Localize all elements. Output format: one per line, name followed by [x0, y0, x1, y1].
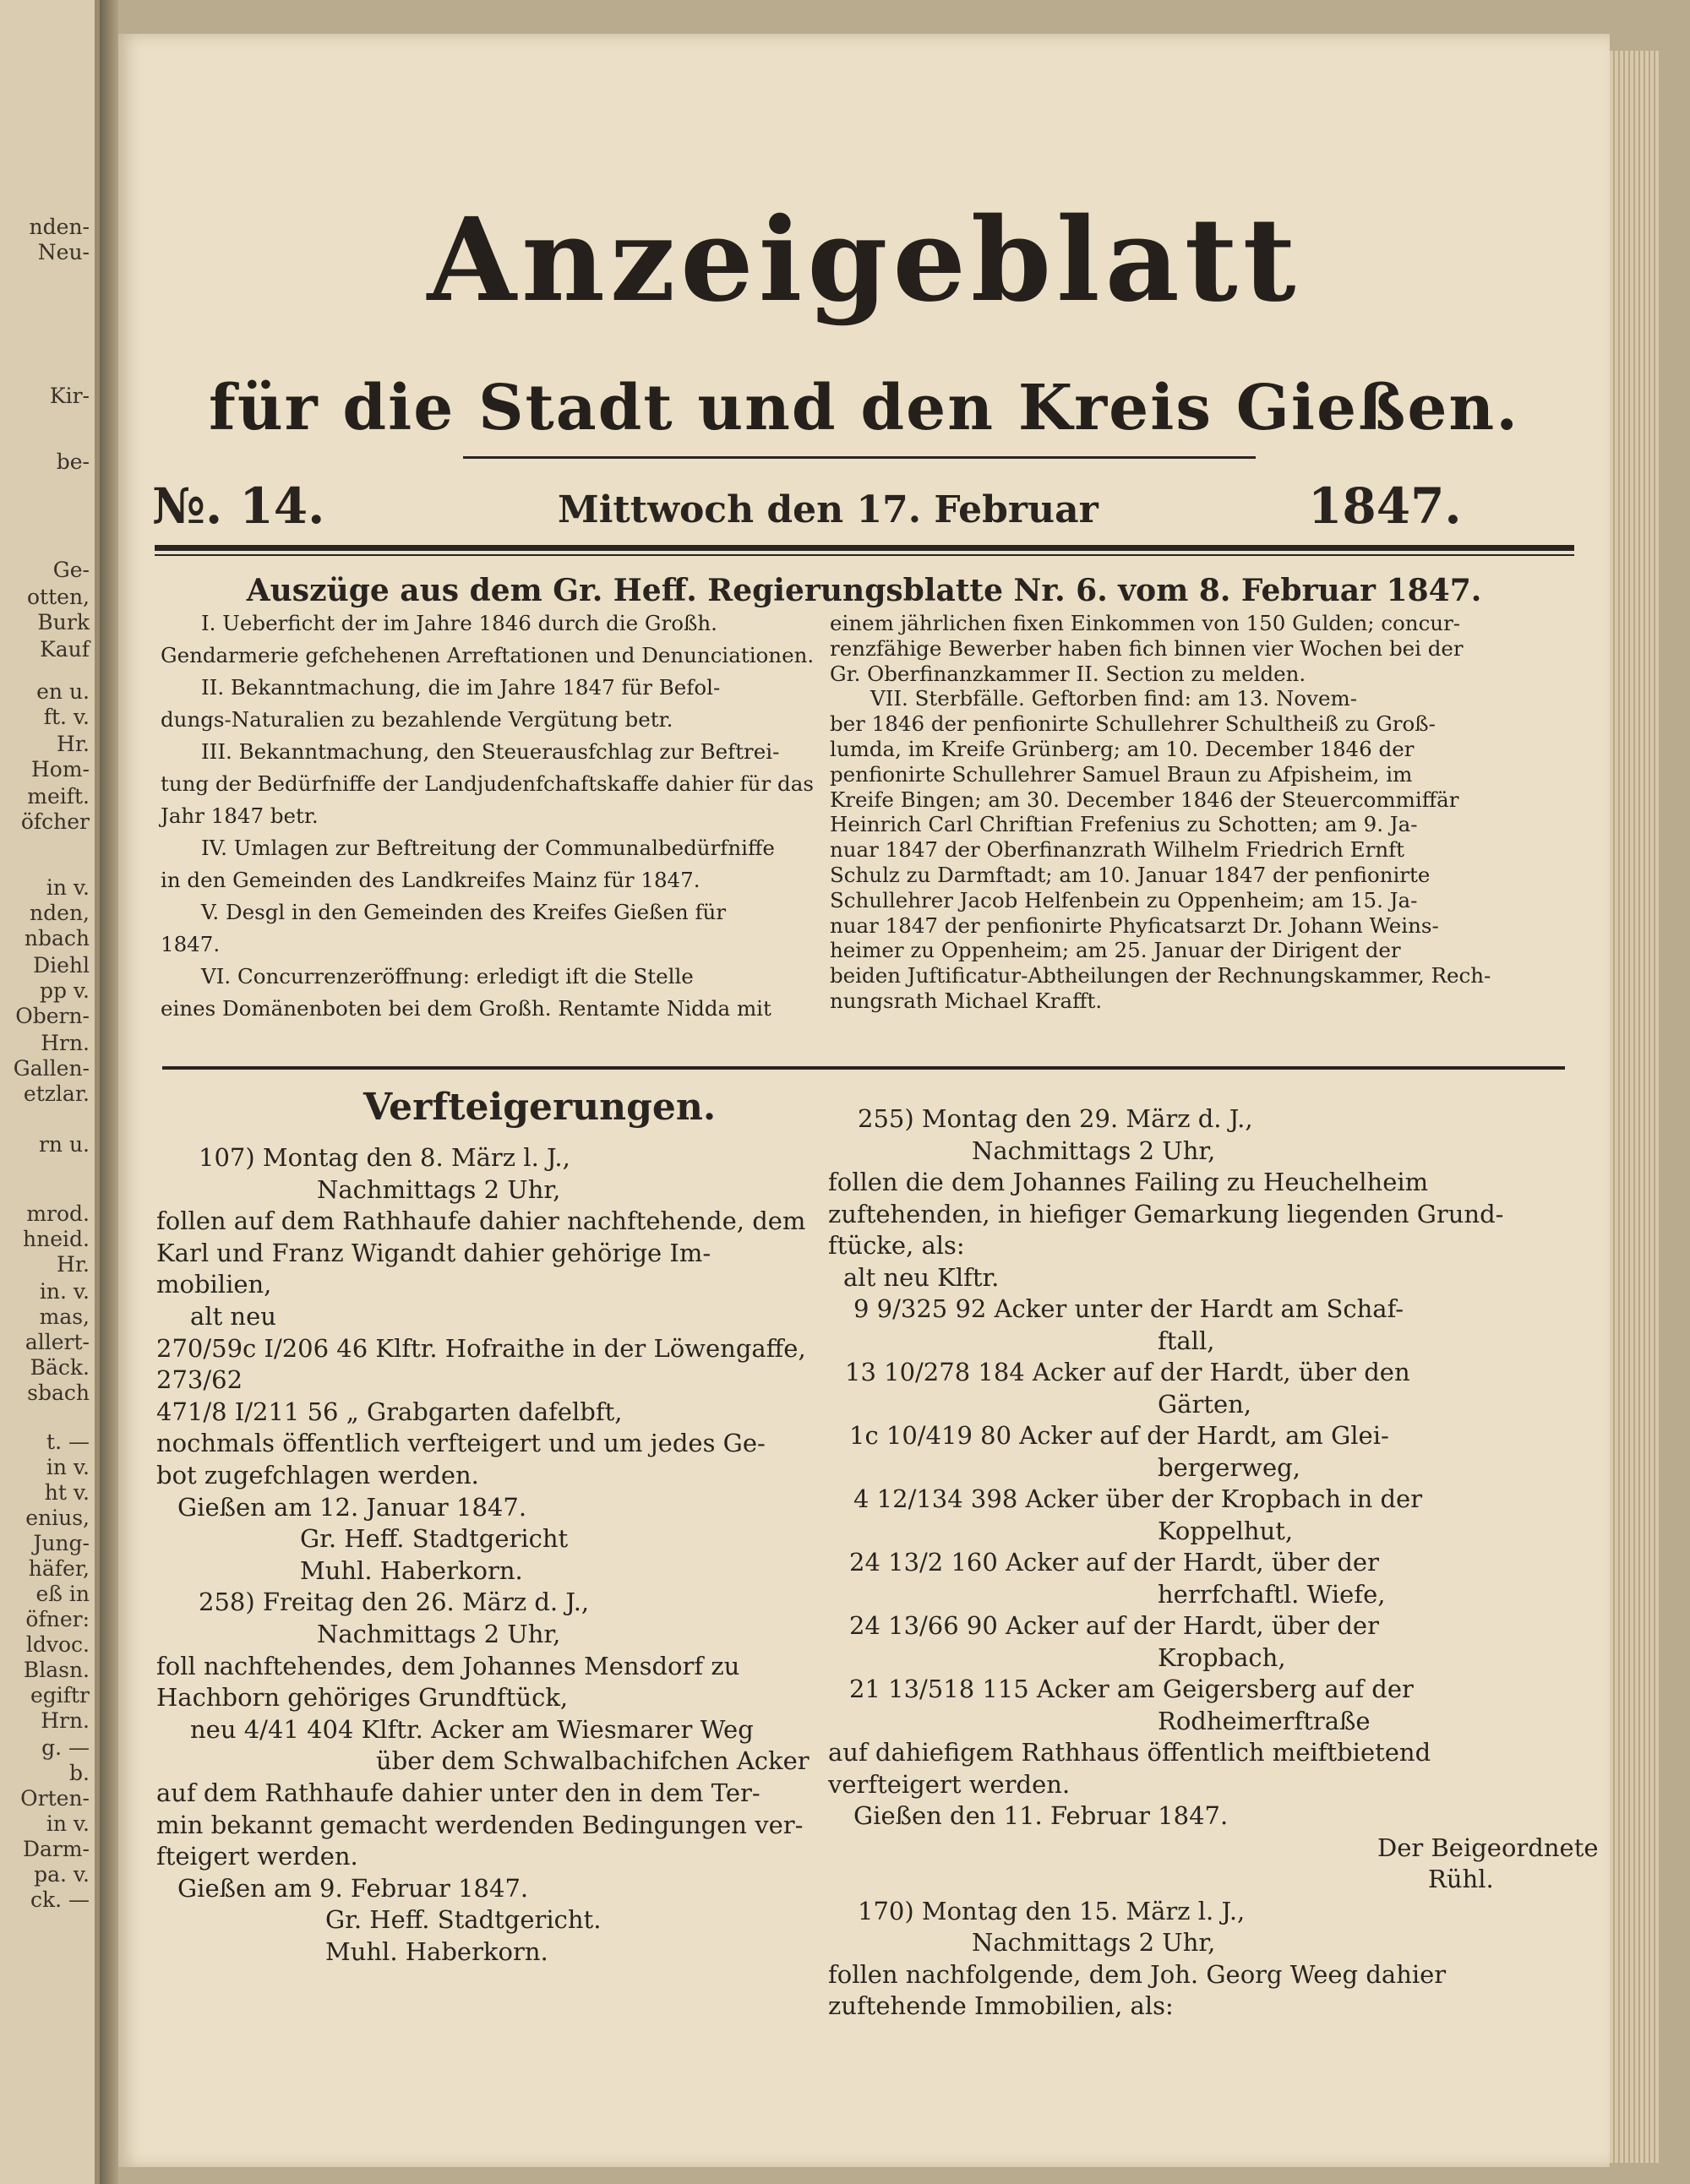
adjacent-page-fragment: nden- — [29, 215, 90, 239]
auction-line: ftall, — [1158, 1326, 1215, 1355]
auction-line: 21 13/518 115 Acker am Geigersberg auf der — [849, 1675, 1414, 1703]
section-rule — [162, 1066, 1565, 1070]
masthead-double-rule-thin — [155, 554, 1574, 556]
adjacent-page-fragment: egiftr — [30, 1683, 90, 1707]
adjacent-page-fragment: Jung- — [33, 1531, 90, 1555]
issue-number: №. 14. — [152, 477, 325, 535]
adjacent-page-fragment: rn u. — [38, 1132, 90, 1157]
adjacent-page-fragment: otten, — [27, 585, 90, 609]
adjacent-page-fragment: nden, — [30, 901, 90, 925]
auction-line: follen nachfolgende, dem Joh. Georg Weeg dahier — [828, 1959, 1447, 1989]
auctions-heading: Verfteigerungen. — [363, 1086, 717, 1129]
adjacent-page-fragment: Hrn. — [41, 1708, 90, 1733]
auction-line: follen auf dem Rathhaufe dahier nachftehende, dem — [156, 1206, 806, 1236]
extract-line: VII. Sterbfälle. Geftorben find: am 13. Novem- — [870, 686, 1358, 711]
extract-line: I. Ueberficht der im Jahre 1846 durch die Großh. — [201, 611, 717, 635]
adjacent-page-fragment: allert- — [25, 1330, 90, 1354]
adjacent-page-fragment: ldvoc. — [25, 1632, 90, 1657]
adjacent-page-fragment: Blasn. — [23, 1658, 90, 1682]
auction-line: verfteigert werden. — [828, 1769, 1071, 1799]
adjacent-page-fragment: Kir- — [49, 384, 90, 408]
masthead-rule — [463, 456, 1256, 459]
extract-line: einem jährlichen fixen Einkommen von 150 Gulden; concur- — [830, 611, 1461, 635]
adjacent-page-fragment: Ge- — [52, 558, 90, 582]
adjacent-page-fragment: ht v. — [44, 1480, 90, 1505]
auction-line: nochmals öffentlich verfteigert und um jedes Ge- — [156, 1429, 766, 1458]
extract-line: 1847. — [161, 932, 221, 956]
auction-line: über dem Schwalbachifchen Acker — [376, 1746, 810, 1776]
auction-line: alt neu — [190, 1302, 276, 1331]
adjacent-page-fragment: Orten- — [20, 1786, 90, 1811]
extract-line: Jahr 1847 betr. — [161, 803, 319, 828]
extract-line: nungsrath Michael Krafft. — [830, 989, 1103, 1013]
auction-line: auf dem Rathhaufe dahier unter den in dem Ter- — [156, 1778, 760, 1807]
extract-line: Gr. Oberfinanzkammer II. Section zu melden. — [830, 661, 1306, 686]
adjacent-page-fragment: in v. — [46, 1811, 90, 1836]
auction-line: 270/59c I/206 46 Klftr. Hofraithe in der Löwengaffe, — [156, 1333, 806, 1363]
extract-line: V. Desgl in den Gemeinden des Kreifes Gießen für — [201, 900, 727, 924]
extract-line: tung der Bedürfniffe der Landjudenfchaftskaffe dahier für das — [161, 771, 814, 796]
auction-line: herrfchaftl. Wiefe, — [1158, 1579, 1386, 1609]
auction-line: Nachmittags 2 Uhr, — [317, 1174, 561, 1204]
adjacent-page-fragment: pp v. — [39, 978, 90, 1003]
extract-line: Kreife Bingen; am 30. December 1846 der Steuercommiffär — [830, 787, 1459, 812]
auction-line: 24 13/2 160 Acker auf der Hardt, über der — [849, 1548, 1379, 1577]
extract-line: VI. Concurrenzeröffnung: erledigt ift die Stelle — [201, 964, 694, 989]
auction-line: Nachmittags 2 Uhr, — [972, 1136, 1216, 1165]
adjacent-page-fragment: be- — [56, 449, 90, 474]
adjacent-page-fragment: mrod. — [26, 1201, 90, 1226]
auction-line: Hachborn gehöriges Grundftück, — [156, 1683, 569, 1713]
auction-line: foll nachftehendes, dem Johannes Mensdorf zu — [156, 1651, 740, 1680]
extract-line: dungs-Naturalien zu bezahlende Vergütung betr. — [161, 707, 673, 732]
auction-line: 170) Montag den 15. März l. J., — [858, 1896, 1246, 1925]
adjacent-page-fragment: Diehl — [33, 953, 90, 978]
auction-line: Nachmittags 2 Uhr, — [972, 1928, 1216, 1957]
adjacent-page-fragment: pa. v. — [34, 1862, 90, 1887]
extract-line: Schulz zu Darmftadt; am 10. Januar 1847 der penfionirte — [830, 863, 1431, 887]
auction-line: zuftehende Immobilien, als: — [828, 1991, 1174, 2020]
adjacent-page-fragment: Hr. — [57, 732, 90, 756]
extract-line: lumda, im Kreife Grünberg; am 10. December 1846 der — [830, 737, 1415, 761]
extract-line: heimer zu Oppenheim; am 25. Januar der Dirigent der — [830, 938, 1401, 963]
adjacent-page-fragment: Obern- — [15, 1004, 90, 1028]
auction-line: Kropbach, — [1158, 1642, 1286, 1672]
auction-line: Koppelhut, — [1158, 1516, 1294, 1545]
auction-line: alt neu Klftr. — [843, 1262, 1000, 1292]
auction-line: follen die dem Johannes Failing zu Heuchelheim — [828, 1168, 1429, 1196]
auction-line: mobilien, — [156, 1270, 272, 1299]
adjacent-page-fragment: nbach — [24, 926, 90, 950]
adjacent-page-fragment: öfcher — [20, 809, 90, 834]
auction-line: 258) Freitag den 26. März d. J., — [199, 1588, 590, 1617]
adjacent-page-fragment: in v. — [46, 875, 90, 900]
adjacent-page-fragment: hneid. — [23, 1227, 90, 1251]
extracts-heading: Auszüge aus dem Gr. Heff. Regierungsblatte Nr. 6. vom 8. Februar 1847. — [246, 573, 1482, 608]
adjacent-page-fragment: Hrn. — [41, 1031, 90, 1055]
auction-line: zuftehenden, in hiefiger Gemarkung liegenden Grund- — [828, 1199, 1504, 1228]
auction-line: Gärten, — [1158, 1389, 1252, 1419]
extract-line: nuar 1847 der penfionirte Phyficatsarzt Dr. Johann Weins- — [830, 912, 1439, 938]
auction-line: bot zugefchlagen werden. — [156, 1461, 479, 1490]
auction-line: Gießen am 12. Januar 1847. — [177, 1492, 527, 1522]
auction-line: Rodheimerftraße — [1158, 1706, 1371, 1735]
masthead-title: Anzeigeblatt — [427, 193, 1301, 328]
adjacent-page-fragment: en u. — [36, 679, 90, 704]
adjacent-page-fragment: ft. v. — [43, 705, 90, 729]
adjacent-page-fragment: Burk — [37, 610, 90, 635]
auction-line: Karl und Franz Wigandt dahier gehörige Im- — [156, 1238, 711, 1267]
extract-line: Gendarmerie gefchehenen Arreftationen und Denunciationen. — [161, 643, 815, 667]
auction-line: 9 9/325 92 Acker unter der Hardt am Schaf- — [853, 1294, 1404, 1323]
extract-line: II. Bekanntmachung, die im Jahre 1847 für Befol- — [201, 675, 721, 700]
auction-line: auf dahiefigem Rathhaus öffentlich meiftbietend — [828, 1738, 1431, 1767]
auction-line: fteigert werden. — [156, 1842, 358, 1871]
extract-line: Heinrich Carl Chriftian Frefenius zu Schotten; am 9. Ja- — [830, 812, 1418, 837]
extract-line: penfionirte Schullehrer Samuel Braun zu Afpisheim, im — [830, 761, 1413, 787]
adjacent-page-fragment: öfner: — [25, 1607, 90, 1631]
extract-line: renzfähige Bewerber haben fich binnen vier Wochen bei der — [830, 635, 1464, 661]
auction-line: Gr. Heff. Stadtgericht. — [325, 1905, 602, 1935]
auction-line: min bekannt gemacht werdenden Bedingungen ver- — [156, 1810, 804, 1839]
adjacent-page-fragment: ck. — — [30, 1887, 90, 1912]
extract-line: IV. Umlagen zur Beftreitung der Communalbedürfniffe — [201, 836, 775, 860]
auction-line: Gießen den 11. Februar 1847. — [853, 1801, 1229, 1830]
extract-line: Schullehrer Jacob Helfenbein zu Oppenheim; am 15. Ja- — [830, 887, 1418, 912]
newspaper-page — [118, 34, 1610, 2167]
extract-line: beiden Juftificatur-Abtheilungen der Rechnungskammer, Rech- — [830, 963, 1491, 989]
auction-line: 255) Montag den 29. März d. J., — [858, 1104, 1253, 1133]
auction-line: 471/8 I/211 56 „ Grabgarten dafelbft, — [156, 1397, 623, 1426]
page-edges — [1610, 51, 1659, 2163]
issue-date: Mittwoch den 17. Februar — [558, 488, 1098, 531]
auction-line: bergerweg, — [1158, 1452, 1300, 1482]
auction-line: 107) Montag den 8. März l. J., — [199, 1143, 570, 1172]
adjacent-page-fragment: t. — — [46, 1430, 90, 1454]
adjacent-page-fragment: Hr. — [57, 1252, 90, 1277]
adjacent-page-fragment: Kauf — [40, 637, 90, 662]
adjacent-page-fragment: b. — [69, 1761, 90, 1785]
extract-line: eines Domänenboten bei dem Großh. Rentamte Nidda mit — [161, 996, 771, 1021]
adjacent-page-fragment: Hom- — [30, 757, 90, 782]
adjacent-page-fragment: häfer, — [28, 1556, 90, 1581]
auction-line: 4 12/134 398 Acker über der Kropbach in der — [853, 1484, 1423, 1513]
auction-line: 13 10/278 184 Acker auf der Hardt, über den — [845, 1358, 1410, 1386]
extract-line: in den Gemeinden des Landkreifes Mainz für 1847. — [161, 868, 701, 892]
auction-line: Der Beigeordnete — [1377, 1833, 1599, 1862]
adjacent-page-fragment: meift. — [27, 784, 90, 809]
masthead-subtitle: für die Stadt und den Kreis Gießen. — [208, 372, 1519, 444]
adjacent-page-fragment: eß in — [35, 1582, 90, 1606]
adjacent-page-strip — [0, 0, 100, 2184]
auction-line: ftücke, als: — [828, 1231, 965, 1260]
adjacent-page-fragment: Bäck. — [30, 1355, 90, 1380]
auction-line: Rühl. — [1428, 1865, 1494, 1893]
adjacent-page-fragment: etzlar. — [23, 1081, 90, 1106]
adjacent-page-fragment: sbach — [27, 1381, 90, 1405]
adjacent-page-fragment: enius, — [25, 1506, 90, 1530]
auction-line: Muhl. Haberkorn. — [325, 1937, 548, 1966]
adjacent-page-fragment: Darm- — [22, 1837, 90, 1861]
adjacent-page-fragment: in. v. — [39, 1279, 90, 1304]
adjacent-page-fragment: Gallen- — [13, 1056, 90, 1081]
adjacent-page-fragment: Neu- — [37, 240, 90, 264]
adjacent-page-fragment: g. — — [41, 1735, 90, 1760]
auction-line: Nachmittags 2 Uhr, — [317, 1620, 561, 1648]
auction-line: neu 4/41 404 Klftr. Acker am Wiesmarer Weg — [190, 1714, 754, 1744]
masthead-double-rule — [155, 545, 1574, 551]
issue-year: 1847. — [1308, 477, 1462, 535]
adjacent-page-fragment: mas, — [39, 1304, 90, 1329]
book-gutter — [100, 0, 118, 2184]
auction-line: Muhl. Haberkorn. — [300, 1555, 523, 1585]
auction-line: 24 13/66 90 Acker auf der Hardt, über der — [849, 1611, 1379, 1640]
adjacent-page-fragment: in v. — [46, 1455, 90, 1479]
auction-line: 273/62 — [156, 1365, 243, 1395]
auction-line: Gießen am 9. Februar 1847. — [177, 1873, 529, 1903]
auction-line: 1c 10/419 80 Acker auf der Hardt, am Glei- — [849, 1421, 1389, 1450]
extract-line: III. Bekanntmachung, den Steuerausfchlag zur Beftrei- — [201, 739, 780, 764]
extract-line: nuar 1847 der Oberfinanzrath Wilhelm Friedrich Ernft — [830, 837, 1405, 863]
extract-line: ber 1846 der penfionirte Schullehrer Schultheiß zu Groß- — [830, 711, 1436, 737]
auction-line: Gr. Heff. Stadtgericht — [300, 1524, 569, 1554]
